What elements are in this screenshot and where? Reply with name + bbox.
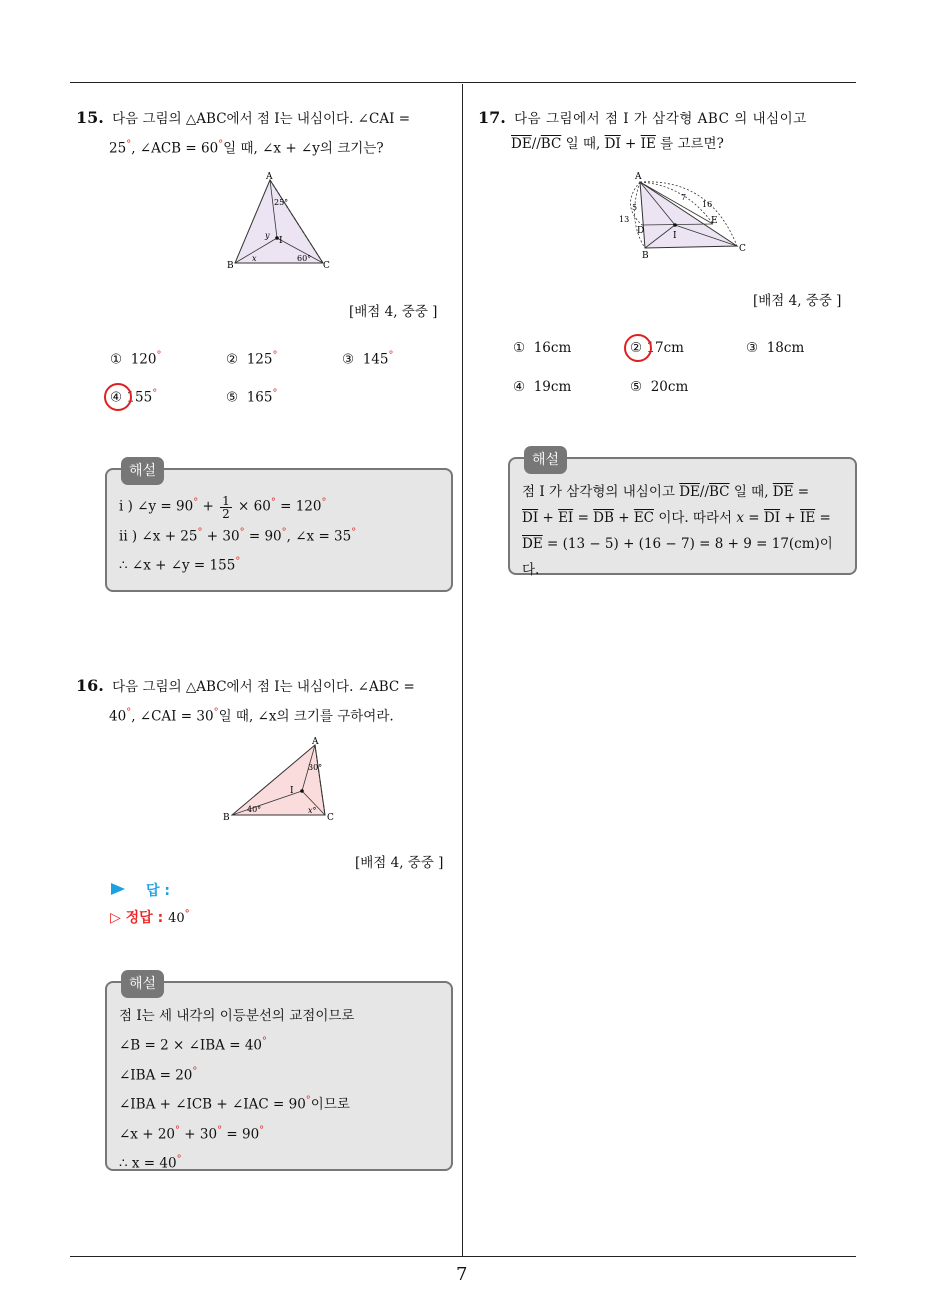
solution-line — [119, 1029, 439, 1059]
parallel: // — [699, 484, 710, 500]
question-17 — [478, 105, 858, 157]
text: ∠IBA = 20 — [119, 1067, 193, 1083]
text: i ) ∠y = 90 — [119, 498, 194, 515]
choice-mark: ② — [226, 351, 239, 368]
label-E: E — [711, 216, 718, 226]
solution-line — [522, 531, 843, 583]
degree: ° — [272, 388, 278, 399]
label-B: B — [227, 261, 234, 270]
choice-value: 125 — [246, 351, 273, 368]
parallel: // — [531, 136, 541, 152]
text: + 30 — [206, 528, 240, 544]
label-A: A — [635, 172, 642, 182]
bottom-rule — [70, 1256, 856, 1257]
question-16-line1 — [76, 673, 456, 700]
choice-mark: ① — [110, 351, 123, 368]
selected-answer-circle-icon — [104, 383, 132, 411]
segment-IE: $\overline{IE}$ — [640, 136, 656, 152]
question-number: 16. — [76, 676, 104, 695]
choice-value: 18cm — [766, 340, 805, 356]
solution-line — [522, 505, 843, 531]
solution-tag: 해설 — [121, 970, 164, 998]
solution-tag: 해설 — [524, 446, 567, 474]
question-15-line2 — [76, 132, 456, 162]
label-I: I — [279, 236, 283, 246]
choice-value: 17cm — [646, 340, 684, 356]
label-I: I — [673, 231, 677, 241]
plus: + — [542, 510, 554, 526]
outline-arrow-icon: ▷ — [110, 910, 121, 926]
degree: ° — [192, 1065, 198, 1077]
label-C: C — [323, 261, 330, 270]
degree: ° — [193, 497, 199, 508]
text: ii ) ∠x + 25 — [119, 528, 198, 544]
correct-value: 40 — [168, 911, 185, 926]
correct-label: 정답 : — [125, 910, 164, 926]
label-B: B — [223, 813, 230, 823]
text: ∠x + 20 — [119, 1126, 175, 1142]
label-x: x° — [308, 806, 317, 815]
label-7: 7 — [681, 193, 687, 202]
text: × 60 — [238, 498, 271, 515]
degree: ° — [218, 139, 224, 150]
label-40: 40° — [247, 805, 262, 814]
plus: + — [618, 510, 630, 526]
choice-mark: ⑤ — [226, 389, 239, 406]
solution-box-16 — [105, 976, 453, 1172]
degree: ° — [259, 1124, 265, 1136]
text: x = — [736, 510, 760, 526]
degree: ° — [235, 556, 241, 567]
choice-15-5[interactable] — [226, 388, 277, 406]
text: , ∠CAI = 30 — [131, 708, 214, 725]
text: 40 — [109, 708, 127, 725]
text: = 90 — [226, 1126, 260, 1142]
text: 일 때, ∠x + ∠y의 크기는? — [223, 140, 384, 157]
solution-line: i ) ∠y = 90° + $\frac{1}{2}$ × 60° = 120° — [119, 493, 327, 521]
segment-BC: $\overline{BC}$ — [540, 136, 562, 152]
solution-line — [119, 1118, 439, 1148]
text: = 90 — [248, 528, 282, 544]
segment-BC: $\overline{BC}$ — [709, 484, 730, 500]
text: = 120 — [280, 498, 322, 515]
question-text: 다음 그림의 △ABC에서 점 I는 내심이다. ∠ABC = — [112, 679, 415, 695]
label-A: A — [312, 737, 319, 747]
question-text: 다음 그림의 △ABC에서 점 I는 내심이다. ∠CAI = — [112, 111, 411, 127]
fraction — [220, 495, 232, 520]
choice-value: 155 — [126, 389, 153, 406]
text: 를 고르면? — [660, 136, 724, 152]
solution-line — [119, 1059, 439, 1089]
degree: ° — [305, 1095, 311, 1106]
degree: ° — [184, 908, 190, 920]
solution-line: 점 I는 세 내각의 이등분선의 교점이므로 — [119, 1008, 355, 1024]
label-y: y — [265, 231, 270, 240]
choice-value: 120 — [130, 351, 157, 368]
text: + 30 — [184, 1126, 218, 1142]
label-30: 30° — [308, 763, 323, 772]
question-number: 17. — [478, 108, 506, 127]
text: ∴ ∠x + ∠y = 155 — [119, 557, 236, 574]
solution-line — [522, 479, 843, 505]
text: ∠B = 2 × ∠IBA = 40 — [119, 1037, 262, 1054]
degree: ° — [281, 526, 287, 538]
choice-15-1[interactable] — [110, 350, 161, 368]
segment-DE: $\overline{DE}$ — [522, 536, 543, 552]
label-B: B — [642, 251, 649, 261]
question-15 — [76, 105, 456, 162]
question-16 — [76, 673, 456, 730]
text: 이다. 따라서 — [658, 510, 733, 526]
choice-value: 16cm — [533, 340, 572, 356]
degree: ° — [217, 1124, 223, 1136]
segment-IE: $\overline{IE}$ — [800, 510, 816, 526]
choice-value: 19cm — [533, 379, 572, 395]
degree: ° — [321, 497, 327, 508]
text: 일 때, ∠x의 크기를 구하여라. — [218, 708, 394, 725]
selected-answer-circle-icon — [624, 334, 652, 362]
plus: + — [784, 510, 796, 526]
text: 점 I 가 삼각형의 내심이고 — [522, 484, 675, 500]
text: = (13 − 5) + (16 − 7) = 8 + 9 = 17(cm)이다. — [522, 536, 833, 578]
choice-17-4[interactable] — [513, 379, 571, 395]
label-60: 60° — [297, 254, 312, 263]
question-15-line1 — [76, 105, 456, 132]
answer-arrow-icon — [110, 882, 126, 896]
choice-value: 165 — [246, 389, 273, 406]
label-25: 25° — [274, 198, 289, 207]
choice-mark: ② — [630, 340, 643, 356]
figure-16-triangle — [220, 735, 345, 825]
segment-DE: $\overline{DE}$ — [679, 484, 700, 500]
degree: ° — [262, 1036, 267, 1047]
label-C: C — [327, 813, 334, 823]
segment-DI: $\overline{DI}$ — [763, 510, 781, 526]
degree: ° — [270, 497, 276, 508]
equals: = — [577, 510, 589, 526]
text: , ∠x = 35 — [286, 528, 352, 544]
question-text: 다음 그림에서 점 I 가 삼각형 ABC 의 내심이고 — [514, 111, 807, 127]
choice-mark: ① — [513, 340, 526, 356]
text: , ∠ACB = 60 — [131, 140, 219, 157]
equals: = — [819, 510, 831, 526]
degree: ° — [126, 139, 132, 150]
segment-EI: $\overline{EI}$ — [558, 510, 574, 526]
degree: ° — [213, 707, 219, 718]
score-16: [배점 4, 중중 ] — [355, 855, 444, 871]
denominator: 2 — [222, 506, 230, 521]
label-I: I — [290, 786, 294, 796]
choice-value: 20cm — [650, 379, 689, 395]
segment-DI: $\overline{DI}$ — [604, 136, 621, 152]
question-number: 15. — [76, 108, 104, 127]
choice-mark: ③ — [746, 340, 759, 356]
solution-box-15 — [105, 463, 453, 592]
choice-17-3[interactable] — [746, 340, 804, 356]
text: ∠IBA + ∠ICB + ∠IAC = 90 — [119, 1096, 306, 1113]
degree: ° — [156, 350, 162, 361]
degree: ° — [175, 1124, 180, 1136]
choice-value: 145 — [362, 351, 389, 368]
text: ∴ x = 40 — [119, 1155, 177, 1172]
figure-17-triangle — [615, 170, 750, 262]
label-D: D — [637, 226, 645, 236]
degree: ° — [152, 388, 158, 399]
figure-15-triangle — [225, 170, 335, 270]
solution-box-17 — [508, 452, 857, 578]
score-15: [배점 4, 중중 ] — [349, 304, 438, 320]
answer-label: 답 : — [146, 883, 170, 899]
degree: ° — [272, 350, 278, 361]
text: 일 때, — [733, 484, 769, 500]
choice-mark: ⑤ — [630, 379, 643, 395]
label-13: 13 — [619, 215, 630, 224]
segment-DE: $\overline{DE}$ — [772, 484, 794, 500]
solution-line — [119, 1088, 439, 1118]
degree: ° — [176, 1154, 182, 1165]
page-number: 7 — [456, 1264, 468, 1285]
solution-line — [119, 1147, 439, 1177]
numerator: 1 — [222, 493, 230, 508]
equals: = — [797, 484, 810, 500]
column-divider — [462, 84, 463, 1256]
degree: ° — [388, 350, 394, 361]
choice-17-5[interactable] — [630, 379, 688, 395]
choice-17-1[interactable] — [513, 340, 571, 356]
degree: ° — [351, 526, 357, 538]
text: 일 때, — [565, 136, 601, 152]
label-x: x — [252, 254, 257, 263]
label-16: 16 — [702, 200, 713, 209]
choice-15-2[interactable] — [226, 350, 277, 368]
top-rule — [70, 82, 856, 83]
degree: ° — [239, 526, 245, 538]
degree: ° — [197, 526, 203, 538]
solution-tag: 해설 — [121, 457, 164, 485]
choice-15-3[interactable] — [342, 350, 393, 368]
segment-DB: $\overline{DB}$ — [593, 510, 614, 526]
label-A: A — [266, 172, 273, 182]
solution-line — [119, 549, 439, 579]
choice-mark: ④ — [110, 389, 123, 406]
choice-mark: ④ — [513, 379, 526, 395]
correct-answer — [110, 907, 190, 927]
question-17-line2 — [478, 132, 858, 157]
text: 이므로 — [310, 1096, 350, 1113]
label-C: C — [739, 244, 746, 254]
segment-EC: $\overline{EC}$ — [633, 510, 655, 526]
question-16-line2 — [76, 700, 456, 730]
solution-line — [119, 520, 439, 550]
question-17-line1 — [478, 105, 858, 132]
label-5: 5 — [632, 203, 638, 212]
text: 25 — [109, 140, 127, 157]
choice-mark: ③ — [342, 351, 355, 368]
score-17: [배점 4, 중중 ] — [753, 293, 842, 309]
segment-DE: $\overline{DE}$ — [511, 136, 532, 152]
segment-DI: $\overline{DI}$ — [522, 510, 539, 526]
plus: + — [625, 136, 637, 152]
degree: ° — [126, 707, 132, 718]
